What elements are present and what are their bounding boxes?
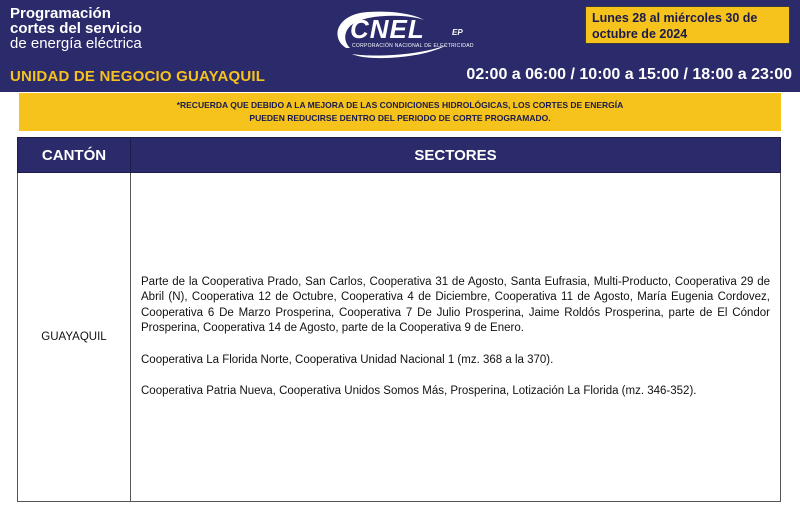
sector-paragraph-3: Cooperativa Patria Nueva, Cooperativa Unidos Somos Más, Prosperina, Lotización La Florida (mz. 346-352).: [141, 385, 697, 397]
title-line-2: cortes del servicio: [10, 20, 142, 37]
business-unit-label: UNIDAD DE NEGOCIO GUAYAQUIL: [10, 68, 266, 85]
table-header-row: [18, 138, 781, 173]
outage-schedule-table: [17, 137, 781, 502]
sectors-cell: [131, 173, 781, 502]
column-header-canton: CANTÓN: [18, 138, 131, 173]
title-line-3: de energía eléctrica: [10, 35, 142, 52]
notice-banner: [19, 93, 781, 131]
notice-line-2: PUEDEN REDUCIRSE DENTRO DEL PERIODO DE CORTE PROGRAMADO.: [249, 113, 551, 123]
time-slots: 02:00 a 06:00 / 10:00 a 15:00 / 18:00 a 23:00: [466, 66, 792, 83]
canton-cell: GUAYAQUIL: [18, 173, 131, 502]
sector-paragraph-1: Parte de la Cooperativa Prado, San Carlos, Cooperativa 31 de Agosto, Santa Eufrasia, Multi-Producto, Cooperativa 29 de Abril (N), Cooperativa 12 de Octubre, Cooperativa 4 de Diciembre, Cooperativa 11 de Agosto, María Eugenia Cordovez, Cooperativa 6 De Marzo Prosperina, Cooperativa 7 De Julio Prosperina, Jaime Roldós Prosperina, parte de El Cóndor Prosperina, Cooperativa 14 de Agosto, parte de la Cooperativa 9 de Enero.: [141, 275, 770, 334]
table-row: [18, 173, 781, 502]
column-header-sectors: SECTORES: [131, 138, 781, 173]
date-range-box: Lunes 28 al miércoles 30 de octubre de 2024: [585, 6, 790, 44]
logo-subtitle: CORPORACIÓN NACIONAL DE ELECTRICIDAD: [352, 43, 474, 49]
header-banner: [0, 0, 800, 92]
logo-ep: EP: [452, 28, 463, 37]
sector-paragraph-2: Cooperativa La Florida Norte, Cooperativa Unidad Nacional 1 (mz. 368 a la 370).: [141, 353, 554, 366]
notice-line-1: *RECUERDA QUE DEBIDO A LA MEJORA DE LAS CONDICIONES HIDROLÓGICAS, LOS CORTES DE ENERGÍA: [176, 100, 624, 110]
page-title: [10, 6, 142, 51]
title-line-1: Programación: [10, 5, 111, 22]
logo-wordmark: CNEL: [350, 14, 425, 44]
